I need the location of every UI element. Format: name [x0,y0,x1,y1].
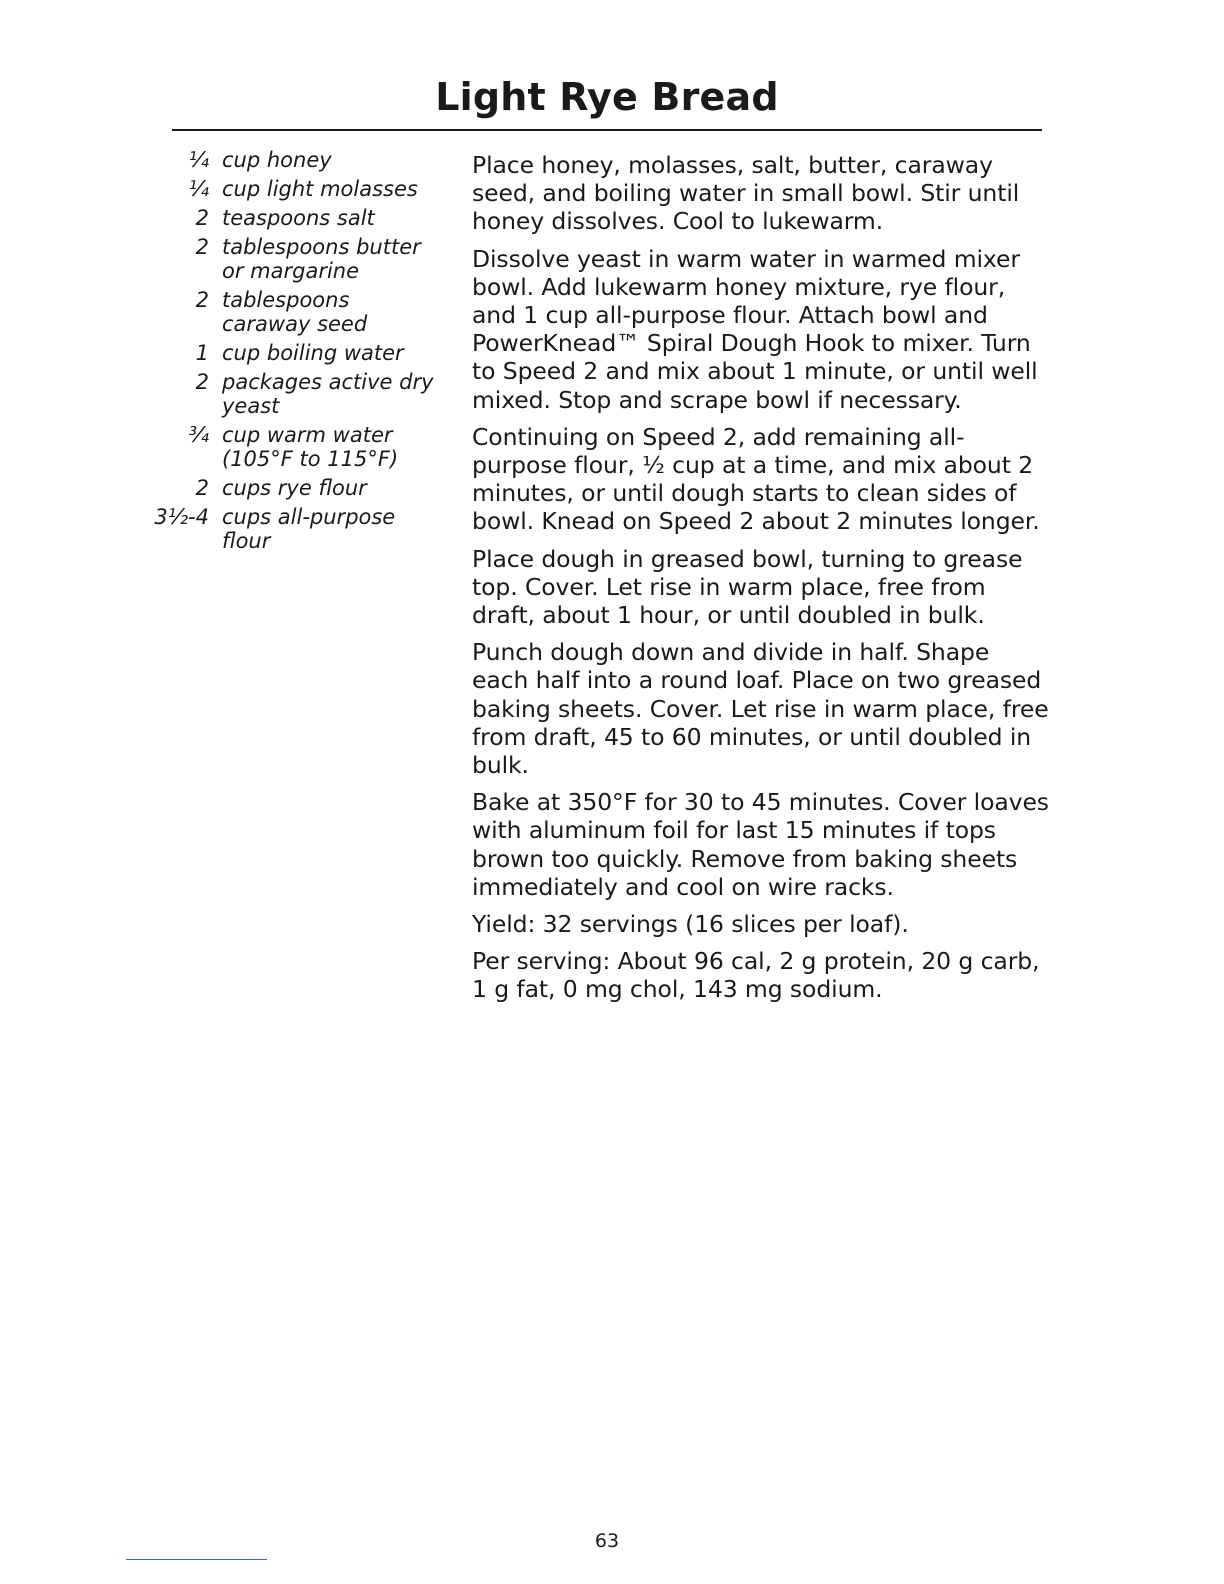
ingredient-quantity: 2 [195,370,209,394]
ingredient-item [150,235,450,283]
ingredient-item [150,206,450,230]
method-step: Place honey, molasses, salt, butter, caraway seed, and boiling water in small bowl. Stir until honey dissolves. Cool to lukewarm. [472,151,1020,236]
page-number: 63 [594,1530,620,1552]
ingredients-list [150,148,450,558]
ingredient-quantity: ¼ [188,177,209,201]
ingredient-quantity: 2 [195,235,209,259]
ingredient-text: cup boiling water [222,341,404,365]
ingredient-quantity: ¼ [188,148,209,172]
ingredient-item [150,341,450,365]
method-step: Bake at 350°F for 30 to 45 minutes. Cover loaves with aluminum foil for last 15 minutes if tops brown too quickly. Remove from baking sheets immediately and cool on wire racks. [472,788,1049,901]
nutrition-text: Per serving: About 96 cal, 2 g protein, 20 g carb, 1 g fat, 0 mg chol, 143 mg sodium. [472,947,1040,1004]
ingredient-text: tablespoons caraway seed [222,288,368,336]
ingredient-quantity: 2 [195,288,209,312]
ingredient-text: cups all-purpose flour [222,505,396,553]
ingredient-item [150,370,450,418]
ingredient-quantity: ¾ [188,423,209,447]
method-step: Dissolve yeast in warm water in warmed mixer bowl. Add lukewarm honey mixture, rye flour, and 1 cup all-purpose flour. Attach bowl and PowerKnead™ Spiral Dough Hook to mixer. Turn to Speed 2 and mix about 1 minute, or until well mixed. Stop and scrape bowl if necessary. [472,244,1038,414]
title-divider [172,129,1042,131]
ingredient-quantity: 1 [195,341,209,365]
method-step: Continuing on Speed 2, add remaining all-purpose flour, ½ cup at a time, and mix about 2 minutes, or until dough starts to clean sides of bowl. Knead on Speed 2 about 2 minutes longer. [472,422,1040,536]
ingredient-item [150,148,450,172]
ingredient-quantity: 2 [195,476,209,500]
ingredient-text: cup warm water (105°F to 115°F) [222,423,399,471]
ingredient-item [150,177,450,201]
page-title: Light Rye Bread [435,75,779,119]
method-steps [472,151,1052,1013]
ingredient-item [150,288,450,336]
footer-divider [126,1559,267,1560]
ingredient-text: cups rye flour [222,476,367,500]
ingredient-text: tablespoons butter or margarine [222,235,421,283]
ingredient-item [150,423,450,471]
ingredient-text: teaspoons salt [222,206,375,230]
ingredient-text: cup honey [222,148,332,172]
ingredient-item [150,505,450,553]
ingredient-text: packages active dry yeast [222,370,434,418]
ingredient-quantity: 3½-4 [154,505,209,529]
method-step: Punch dough down and divide in half. Shape each half into a round loaf. Place on two greased baking sheets. Cover. Let rise in warm place, free from draft, 45 to 60 minutes, or until doubled in bulk. [472,638,1049,780]
ingredient-item [150,476,450,500]
ingredient-text: cup light molasses [222,177,418,201]
method-step: Place dough in greased bowl, turning to grease top. Cover. Let rise in warm place, free from draft, about 1 hour, or until doubled in bulk. [472,544,1023,630]
ingredient-quantity: 2 [195,206,209,230]
yield-text: Yield: 32 servings (16 slices per loaf). [472,910,909,939]
